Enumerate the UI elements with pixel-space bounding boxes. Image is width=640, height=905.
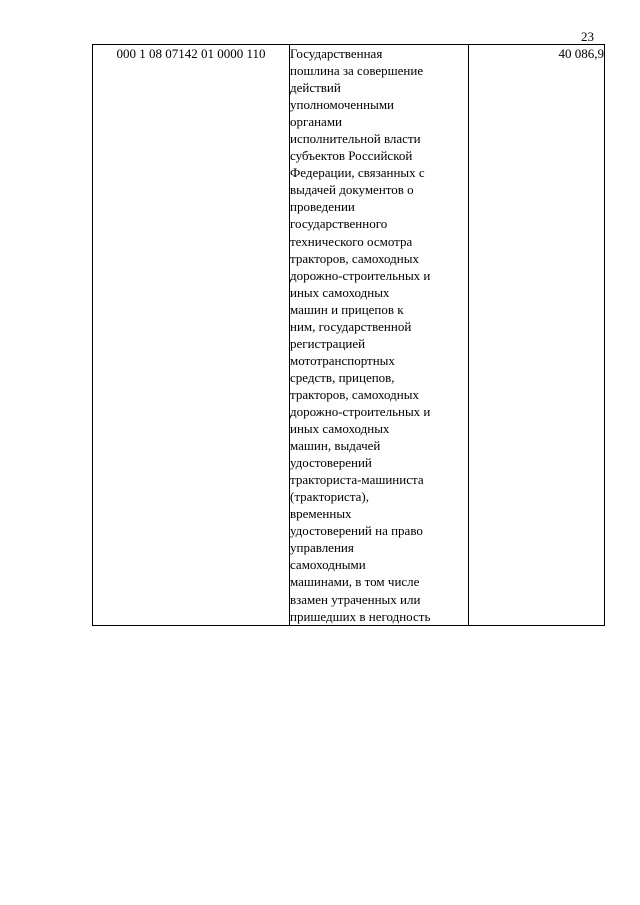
description-line: (тракториста), — [290, 489, 370, 505]
budget-table — [92, 44, 605, 626]
description-line: удостоверений — [290, 455, 372, 471]
description-line: дорожно-строительных и — [290, 403, 431, 419]
description-line: действий — [290, 80, 341, 96]
description-line: уполномоченными — [290, 97, 395, 113]
description-line: машин и прицепов к — [290, 301, 404, 317]
description-line: выдачей документов о — [290, 182, 414, 198]
description-line: временных — [290, 506, 352, 522]
description-line: органами — [290, 114, 343, 130]
description-line: тракториста-машиниста — [290, 472, 424, 488]
description-line: государственного — [290, 216, 388, 232]
budget-classification-code: 000 1 08 07142 01 0000 110 — [93, 45, 290, 626]
description-line: субъектов Российской — [290, 148, 413, 164]
description-line: самоходными — [290, 557, 366, 573]
description-line: машин, выдачей — [290, 438, 381, 454]
amount-value: 40 086,9 — [469, 45, 605, 626]
description-line: удостоверений на право — [290, 523, 423, 539]
revenue-description — [290, 45, 469, 626]
description-line: тракторов, самоходных — [290, 250, 419, 266]
description-line: пришедших в негодность — [290, 608, 431, 624]
description-line: Государственная — [290, 46, 383, 61]
description-line: технического осмотра — [290, 233, 413, 249]
description-line: тракторов, самоходных — [290, 386, 419, 402]
description-line: взамен утраченных или — [290, 591, 421, 607]
description-line: проведении — [290, 199, 355, 215]
description-line: дорожно-строительных и — [290, 267, 431, 283]
description-line: средств, прицепов, — [290, 369, 395, 385]
description-line: иных самоходных — [290, 284, 390, 300]
table-row — [93, 45, 605, 626]
description-line: машинами, в том числе — [290, 574, 420, 590]
description-line: мототранспортных — [290, 352, 395, 368]
description-line: управления — [290, 540, 354, 556]
description-line: иных самоходных — [290, 421, 390, 437]
description-line: исполнительной власти — [290, 131, 421, 147]
description-line: Федерации, связанных с — [290, 165, 425, 181]
description-line: ним, государственной — [290, 318, 412, 334]
page-number: 23 — [581, 29, 594, 44]
description-line: пошлина за совершение — [290, 63, 424, 79]
description-line: регистрацией — [290, 335, 366, 351]
